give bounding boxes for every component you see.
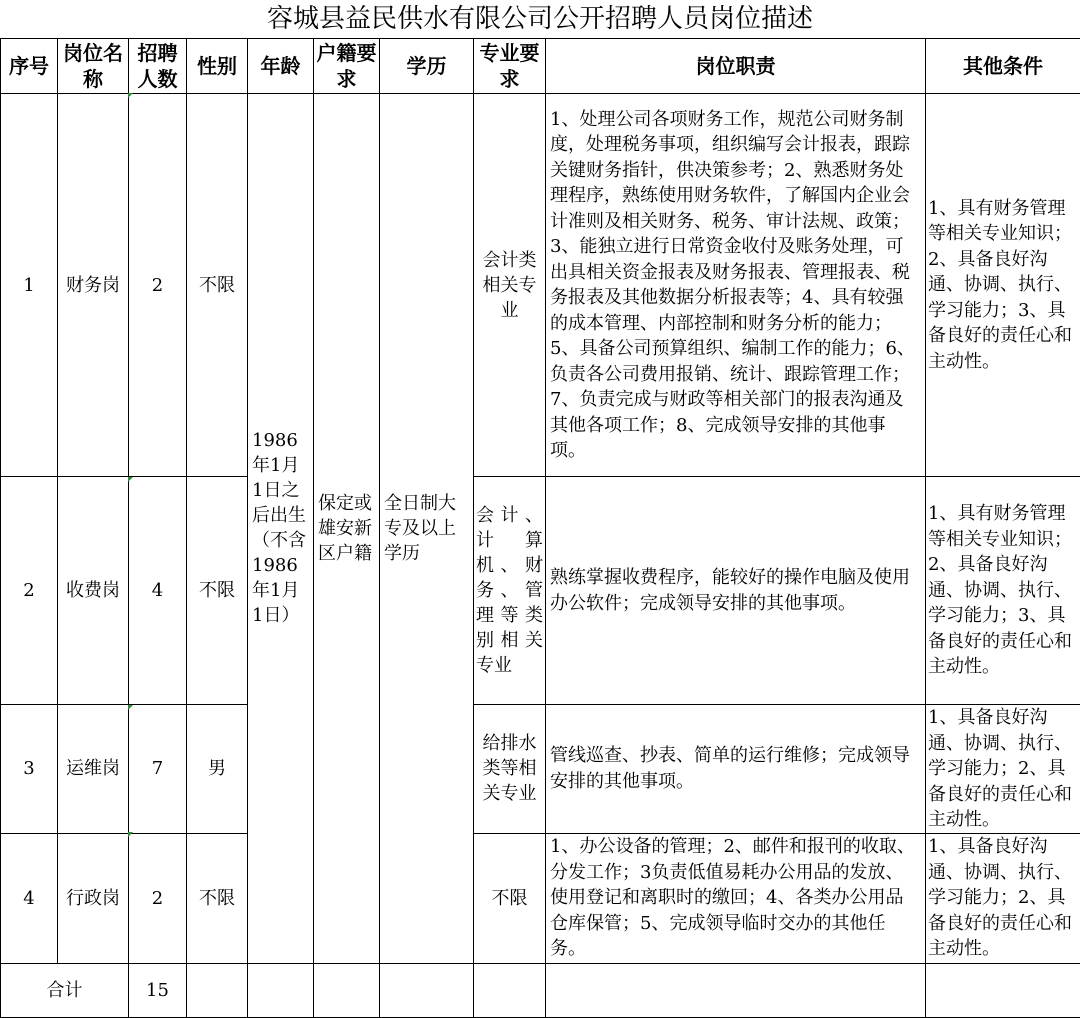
total-label: 合计 — [1, 963, 129, 1017]
empty-cell — [380, 963, 474, 1017]
empty-cell — [546, 963, 926, 1017]
row-major: 会计类相关专业 — [474, 94, 546, 477]
row-other: 1、具有财务管理等相关专业知识；2、具备良好沟通、协调、执行、学习能力；3、具备良好的责任心和主动性。 — [926, 94, 1080, 477]
row-other: 1、具有财务管理等相关专业知识； 2、具备良好沟通、协调、执行、学习能力；3、具备良好的责任心和主动性。 — [926, 477, 1080, 705]
row-count: 4 — [129, 477, 187, 705]
row-position: 收费岗 — [58, 477, 129, 705]
row-count: 7 — [129, 705, 187, 834]
education-requirement: 全日制大专及以上学历 — [380, 94, 474, 964]
row-gender: 不限 — [187, 94, 248, 477]
header-position: 岗位名称 — [58, 39, 129, 94]
row-major: 给排水类等相关专业 — [474, 705, 546, 834]
table-row — [1, 705, 1080, 834]
header-count: 招聘人数 — [129, 39, 187, 94]
empty-cell — [314, 963, 380, 1017]
row-major: 不限 — [474, 833, 546, 963]
comment-marker — [128, 477, 133, 482]
header-gender: 性别 — [187, 39, 248, 94]
header-education: 学历 — [380, 39, 474, 94]
row-major: 会计、计算机、财务、管理等类别相关专业 — [474, 477, 546, 705]
total-row — [1, 963, 1080, 1017]
header-row — [1, 39, 1080, 94]
page-title: 容城县益民供水有限公司公开招聘人员岗位描述 — [0, 0, 1080, 38]
row-position: 财务岗 — [58, 94, 129, 477]
row-duties: 管线巡查、抄表、简单的运行维修；完成领导安排的其他事项。 — [546, 705, 926, 834]
header-seq: 序号 — [1, 39, 58, 94]
total-count: 15 — [129, 963, 187, 1017]
row-duties: 1、处理公司各项财务工作，规范公司财务制度，处理税务事项，组织编写会计报表，跟踪关键财务指针，供决策参考；2、熟悉财务处理程序，熟练使用财务软件，了解国内企业会计准则及相关财务、税务、审计法规、政策；3、能独立进行日常资金收付及账务处理，可出具相关资金报表及财务报表、管理报表、税务报表及其他数据分析报表等；4、具有较强的成本管理、内部控制和财务分析的能力；5、具备公司预算组织、编制工作的能力；6、负责各公司费用报销、统计、跟踪管理工作；7、负责完成与财政等相关部门的报表沟通及其他各项工作；8、完成领导安排的其他事项。 — [546, 94, 926, 477]
age-requirement: 1986年1月1日之后出生（不含1986年1月1日） — [248, 94, 314, 964]
row-seq: 4 — [1, 833, 58, 963]
header-duties: 岗位职责 — [546, 39, 926, 94]
recruitment-table — [0, 38, 1080, 1018]
comment-marker — [128, 705, 133, 710]
comment-marker — [128, 93, 133, 98]
header-major: 专业要求 — [474, 39, 546, 94]
table-row — [1, 94, 1080, 477]
empty-cell — [187, 963, 248, 1017]
row-gender: 男 — [187, 705, 248, 834]
row-seq: 2 — [1, 477, 58, 705]
row-count: 2 — [129, 94, 187, 477]
header-hukou: 户籍要求 — [314, 39, 380, 94]
row-count: 2 — [129, 833, 187, 963]
row-position: 运维岗 — [58, 705, 129, 834]
row-seq: 1 — [1, 94, 58, 477]
row-gender: 不限 — [187, 477, 248, 705]
row-other: 1、具备良好沟通、协调、执行、学习能力；2、具备良好的责任心和主动性。 — [926, 705, 1080, 834]
row-seq: 3 — [1, 705, 58, 834]
empty-cell — [474, 963, 546, 1017]
empty-cell — [926, 963, 1080, 1017]
table-row — [1, 833, 1080, 963]
table-row — [1, 477, 1080, 705]
row-duties: 熟练掌握收费程序，能较好的操作电脑及使用办公软件；完成领导安排的其他事项。 — [546, 477, 926, 705]
hukou-requirement: 保定或雄安新区户籍 — [314, 94, 380, 964]
header-other: 其他条件 — [926, 39, 1080, 94]
row-duties: 1、办公设备的管理；2、邮件和报刊的收取、分发工作；3负责低值易耗办公用品的发放、使用登记和离职时的缴回；4、各类办公用品仓库保管；5、完成领导临时交办的其他任务。 — [546, 833, 926, 963]
row-position: 行政岗 — [58, 833, 129, 963]
header-age: 年龄 — [248, 39, 314, 94]
row-gender: 不限 — [187, 833, 248, 963]
comment-marker — [128, 832, 133, 837]
row-other: 1、具备良好沟通、协调、执行、学习能力；2、具备良好的责任心和主动性。 — [926, 833, 1080, 963]
empty-cell — [248, 963, 314, 1017]
